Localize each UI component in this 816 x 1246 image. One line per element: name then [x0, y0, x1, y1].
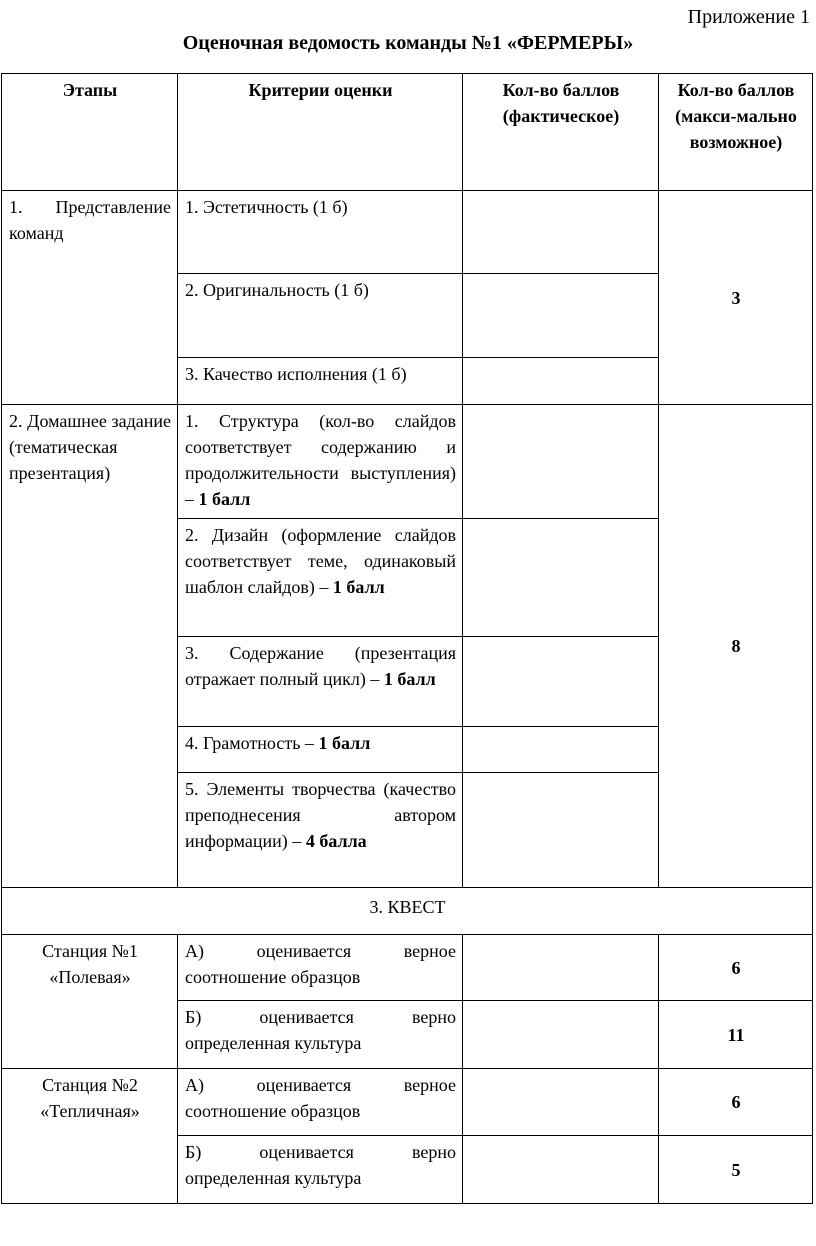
criterion-cell: А) оценивается верное соотношение образцов [178, 935, 463, 1001]
actual-score-cell[interactable] [463, 405, 659, 519]
header-criteria: Критерии оценки [178, 74, 463, 191]
header-actual: Кол-во баллов (фактическое) [463, 74, 659, 191]
header-max: Кол-во баллов (макси-мально возможное) [659, 74, 813, 191]
max-score-cell: 8 [659, 405, 813, 888]
actual-score-cell[interactable] [463, 773, 659, 888]
stage-cell: 1. Представление команд [2, 191, 178, 405]
header-stages: Этапы [2, 74, 178, 191]
table-row [2, 1069, 813, 1136]
criterion-cell: 1. Эстетичность (1 б) [178, 191, 463, 274]
actual-score-cell[interactable] [463, 1001, 659, 1069]
quest-header-row [2, 888, 813, 935]
criterion-points: 1 балл [198, 489, 251, 509]
appendix-label: Приложение 1 [687, 6, 810, 28]
actual-score-cell[interactable] [463, 727, 659, 773]
criterion-cell: 2. Оригинальность (1 б) [178, 274, 463, 358]
criterion-points: 4 балла [305, 831, 367, 851]
actual-score-cell[interactable] [463, 519, 659, 637]
criterion-text: 2. Дизайн (оформление слайдов соответствует теме, одинаковый шаблон слайдов) – [185, 525, 456, 597]
criterion-text: 4. Грамотность – [185, 733, 314, 753]
criterion-cell: Б) оценивается верно определенная культура [178, 1136, 463, 1204]
criterion-text: 1. Структура (кол-во слайдов соответствует содержанию и продолжительности выступления) – [185, 411, 456, 509]
criterion-points: 1 балл [332, 577, 385, 597]
criterion-cell: Б) оценивается верно определенная культура [178, 1001, 463, 1069]
actual-score-cell[interactable] [463, 637, 659, 727]
actual-score-cell[interactable] [463, 1069, 659, 1136]
table-row [2, 191, 813, 274]
criterion-cell [178, 405, 463, 519]
criterion-cell [178, 727, 463, 773]
criterion-text: 3. Содержание (презентация отражает полный цикл) – [185, 643, 456, 689]
document-title: Оценочная ведомость команды №1 «ФЕРМЕРЫ» [182, 32, 634, 54]
criterion-cell [178, 773, 463, 888]
actual-score-cell[interactable] [463, 935, 659, 1001]
station-cell: Станция №2 «Тепличная» [2, 1069, 178, 1204]
table-row [2, 935, 813, 1001]
criterion-cell [178, 637, 463, 727]
quest-title: 3. КВЕСТ [2, 888, 813, 935]
criterion-points: 1 балл [318, 733, 371, 753]
criterion-text: 5. Элементы творчества (качество преподнесения автором информации) – [185, 779, 456, 851]
max-score-cell: 3 [659, 191, 813, 405]
stage-cell: 2. Домашнее задание (тематическая презентация) [2, 405, 178, 888]
criterion-points: 1 балл [383, 669, 436, 689]
actual-score-cell[interactable] [463, 191, 659, 274]
score-table [1, 73, 813, 1204]
max-score-cell: 5 [659, 1136, 813, 1204]
table-row [2, 405, 813, 519]
criterion-cell: 3. Качество исполнения (1 б) [178, 358, 463, 405]
actual-score-cell[interactable] [463, 1136, 659, 1204]
actual-score-cell[interactable] [463, 274, 659, 358]
actual-score-cell[interactable] [463, 358, 659, 405]
max-score-cell: 11 [659, 1001, 813, 1069]
max-score-cell: 6 [659, 935, 813, 1001]
max-score-cell: 6 [659, 1069, 813, 1136]
criterion-cell: А) оценивается верное соотношение образцов [178, 1069, 463, 1136]
criterion-cell [178, 519, 463, 637]
station-cell: Станция №1 «Полевая» [2, 935, 178, 1069]
header-row [2, 74, 813, 191]
